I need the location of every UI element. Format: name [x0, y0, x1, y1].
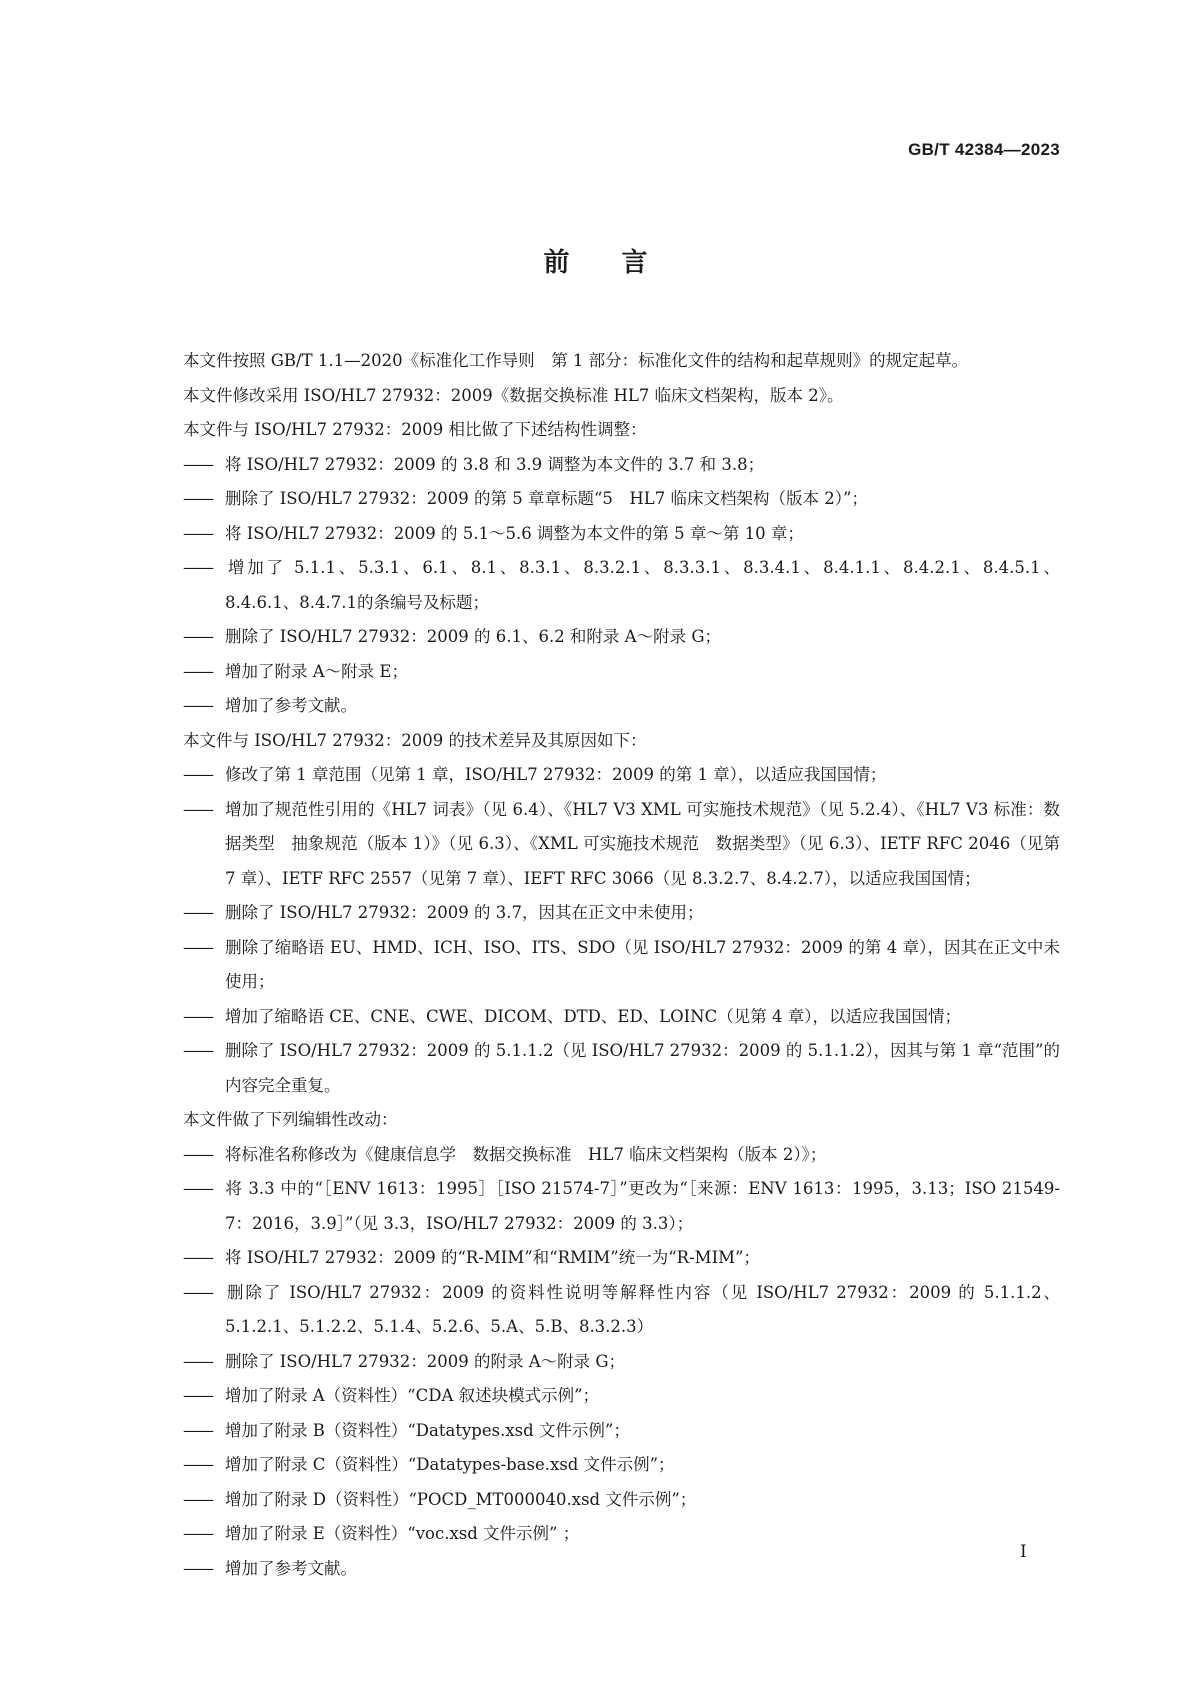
technical-heading: 本文件与 ISO/HL7 27932：2009 的技术差异及其原因如下：	[183, 730, 647, 750]
dash-marker: ——	[183, 1282, 212, 1302]
list-item: —— 将 ISO/HL7 27932：2009 的“R-MIM”和“RMIM”统一为“R-MIM”；	[183, 1241, 1060, 1276]
dash-marker: ——	[183, 1524, 212, 1543]
list-item: —— 增加了参考文献。	[183, 689, 1060, 724]
dash-marker: ——	[183, 937, 212, 957]
dash-marker: ——	[183, 696, 212, 715]
list-item: —— 增加了附录 D（资料性）“POCD_MT000040.xsd 文件示例”；	[183, 1483, 1060, 1518]
list-item: —— 增加了附录 A～附录 E；	[183, 655, 1060, 690]
list-item: —— 删除了 ISO/HL7 27932：2009 的 5.1.1.2（见 ISO/HL7 27932：2009 的 5.1.1.2），因其与第 1 章“范围”的内容完全重复。	[183, 1034, 1060, 1103]
dash-marker: ——	[183, 765, 212, 784]
list-item: —— 增加了 5.1.1、5.3.1、6.1、8.1、8.3.1、8.3.2.1、8.3.3.1、8.3.4.1、8.4.1.1、8.4.2.1、8.4.5.1、8.4.6.1、8.4.7.1的条编号及标题；	[183, 551, 1060, 620]
dash-marker: ——	[183, 1144, 212, 1164]
dash-marker: ——	[183, 1420, 212, 1440]
dash-marker: ——	[183, 627, 212, 646]
dash-marker: ——	[183, 1179, 212, 1198]
list-item: —— 删除了 ISO/HL7 27932：2009 的第 5 章章标题“5 HL7 临床文档架构（版本 2）”；	[183, 482, 1060, 517]
list-item: —— 将 3.3 中的“［ENV 1613：1995］［ISO 21574-7］”更改为“［来源：ENV 1613：1995，3.13；ISO 21549-7：2016，3.9］”（见 3.3，ISO/HL7 27932：2009 的 3.3）；	[183, 1172, 1060, 1241]
intro-paragraph-1: 本文件按照 GB/T 1.1—2020《标准化工作导则 第 1 部分：标准化文件的结构和起草规则》的规定起草。	[183, 351, 969, 370]
dash-marker: ——	[183, 903, 212, 922]
dash-marker: ——	[183, 1248, 212, 1267]
list-item: —— 删除了缩略语 EU、HMD、ICH、ISO、ITS、SDO（见 ISO/HL7 27932：2009 的第 4 章），因其在正文中未使用；	[183, 931, 1060, 1000]
list-item: —— 增加了附录 E（资料性）“voc.xsd 文件示例” ；	[183, 1517, 1060, 1552]
editorial-heading: 本文件做了下列编辑性改动：	[183, 1110, 398, 1129]
dash-marker: ——	[183, 1489, 212, 1509]
dash-marker: ——	[183, 661, 212, 681]
editorial-list	[143, 1138, 1060, 1587]
list-item: —— 删除了 ISO/HL7 27932：2009 的 6.1、6.2 和附录 A～附录 G；	[183, 620, 1060, 655]
list-item: —— 增加了附录 C（资料性）“Datatypes-base.xsd 文件示例”；	[183, 1448, 1060, 1483]
page-number: I	[1020, 1542, 1027, 1562]
dash-marker: ——	[183, 523, 212, 543]
list-item: —— 增加了缩略语 CE、CNE、CWE、DICOM、DTD、ED、LOINC（见第 4 章），以适应我国国情；	[183, 1000, 1060, 1035]
dash-marker: ——	[183, 558, 212, 577]
dash-marker: ——	[183, 1455, 212, 1474]
list-item: —— 删除了 ISO/HL7 27932：2009 的 3.7，因其在正文中未使用；	[183, 896, 1060, 931]
dash-marker: ——	[183, 454, 212, 474]
list-item: —— 将标准名称修改为《健康信息学 数据交换标准 HL7 临床文档架构（版本 2）》；	[183, 1138, 1060, 1173]
dash-marker: ——	[183, 1351, 212, 1371]
dash-marker: ——	[183, 1041, 212, 1060]
dash-marker: ——	[183, 1558, 212, 1578]
standard-number: GB/T 42384—2023	[908, 140, 1060, 159]
intro-paragraph-2: 本文件修改采用 ISO/HL7 27932：2009《数据交换标准 HL7 临床文档架构，版本 2》。	[183, 385, 844, 405]
list-item: —— 修改了第 1 章范围（见第 1 章，ISO/HL7 27932：2009 的第 1 章），以适应我国国情；	[183, 758, 1060, 793]
foreword-body	[143, 344, 1060, 1586]
title-char-2: 言	[621, 248, 648, 278]
list-item: —— 将 ISO/HL7 27932：2009 的 5.1～5.6 调整为本文件的第 5 章～第 10 章；	[183, 517, 1060, 552]
title-char-1: 前	[543, 248, 570, 278]
list-item: —— 增加了附录 A（资料性）“CDA 叙述块模式示例”；	[183, 1379, 1060, 1414]
list-item: —— 将 ISO/HL7 27932：2009 的 3.8 和 3.9 调整为本文件的 3.7 和 3.8；	[183, 448, 1060, 483]
dash-marker: ——	[183, 1386, 212, 1405]
technical-list	[143, 758, 1060, 1103]
structural-list	[143, 448, 1060, 724]
page-title	[0, 242, 1191, 279]
list-item: —— 增加了附录 B（资料性）“Datatypes.xsd 文件示例”；	[183, 1414, 1060, 1449]
list-item: —— 删除了 ISO/HL7 27932：2009 的附录 A～附录 G；	[183, 1345, 1060, 1380]
list-item: —— 增加了参考文献。	[183, 1552, 1060, 1587]
list-item: —— 删除了 ISO/HL7 27932：2009 的资料性说明等解释性内容（见 ISO/HL7 27932：2009 的 5.1.1.2、5.1.2.1、5.1.2.2、5.1.4、5.2.6、5.A、5.B、8.3.2.3）	[183, 1276, 1060, 1345]
dash-marker: ——	[183, 799, 212, 819]
structural-heading: 本文件与 ISO/HL7 27932：2009 相比做了下述结构性调整：	[183, 420, 647, 439]
dash-marker: ——	[183, 489, 212, 508]
list-item: —— 增加了规范性引用的《HL7 词表》（见 6.4）、《HL7 V3 XML 可实施技术规范》（见 5.2.4）、《HL7 V3 标准：数据类型 抽象规范（版本 1）》（见 6.3）、《XML 可实施技术规范 数据类型》（见 6.3）、IETF RFC 2046（见第 7 章）、IETF RFC 2557（见第 7 章）、IEFT RFC 3066（见 8.3.2.7、8.4.2.7），以适应我国国情；	[183, 793, 1060, 897]
dash-marker: ——	[183, 1006, 212, 1026]
